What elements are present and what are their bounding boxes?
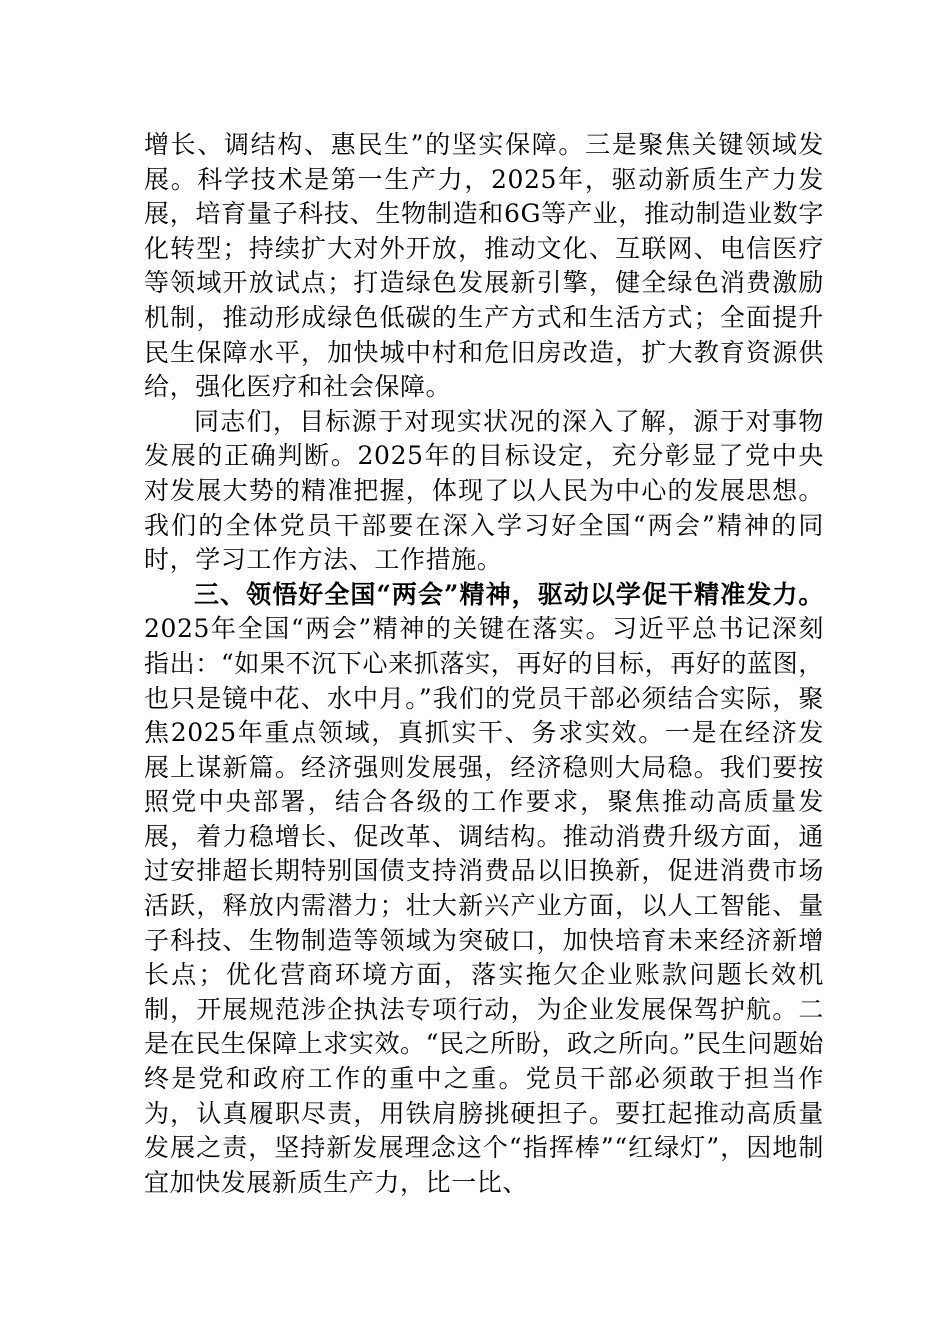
paragraph-1: 增长、调结构、惠民生”的坚实保障。三是聚焦关键领域发展。科学技术是第一生产力，2025年，驱动新质生产力发展，培育量子科技、生物制造和6G等产业，推动制造业数字化转型；持续扩大对外开放，推动文化、互联网、电信医疗等领域开放试点；打造绿色发展新引擎，健全绿色消费激励机制，推动形成绿色低碳的生产方式和生活方式；全面提升民生保障水平，加快城中村和危旧房改造，扩大教育资源供给，强化医疗和社会保障。 (144, 130, 824, 402)
paragraph-3-body: 2025年全国“两会”精神的关键在落实。习近平总书记深刻指出：“如果不沉下心来抓落实，再好的目标，再好的蓝图，也只是镜中花、水中月。”我们的党员干部必须结合实际，聚焦2025年重点领域，真抓实干、务求实效。一是在经济发展上谋新篇。经济强则发展强，经济稳则大局稳。我们要按照党中央部署，结合各级的工作要求，聚焦推动高质量发展，着力稳增长、促改革、调结构。推动消费升级方面，通过安排超长期特别国债支持消费品以旧换新，促进消费市场活跃，释放内需潜力；壮大新兴产业方面，以人工智能、量子科技、生物制造等领域为突破口，加快培育未来经济新增长点；优化营商环境方面，落实拖欠企业账款问题长效机制，开展规范涉企执法专项行动，为企业发展保驾护航。二是在民生保障上求实效。“民之所盼，政之所向。”民生问题始终是党和政府工作的重中之重。党员干部必须敢于担当作为，认真履职尽责，用铁肩膀挑硬担子。要扛起推动高质量发展之责，坚持新发展理念这个“指挥棒”“红绿灯”，因地制宜加快发展新质生产力，比一比、 (144, 614, 824, 1197)
document-body (144, 128, 824, 1200)
section-heading: 三、领悟好全国“两会”精神，驱动以学促干精准发力。 (194, 579, 824, 609)
paragraph-3 (144, 578, 824, 1201)
paragraph-2: 同志们，目标源于对现实状况的深入了解，源于对事物发展的正确判断。2025年的目标设定，充分彰显了党中央对发展大势的精准把握，体现了以人民为中心的发展思想。我们的全体党员干部要在深入学习好全国“两会”精神的同时，学习工作方法、工作措施。 (144, 406, 824, 575)
